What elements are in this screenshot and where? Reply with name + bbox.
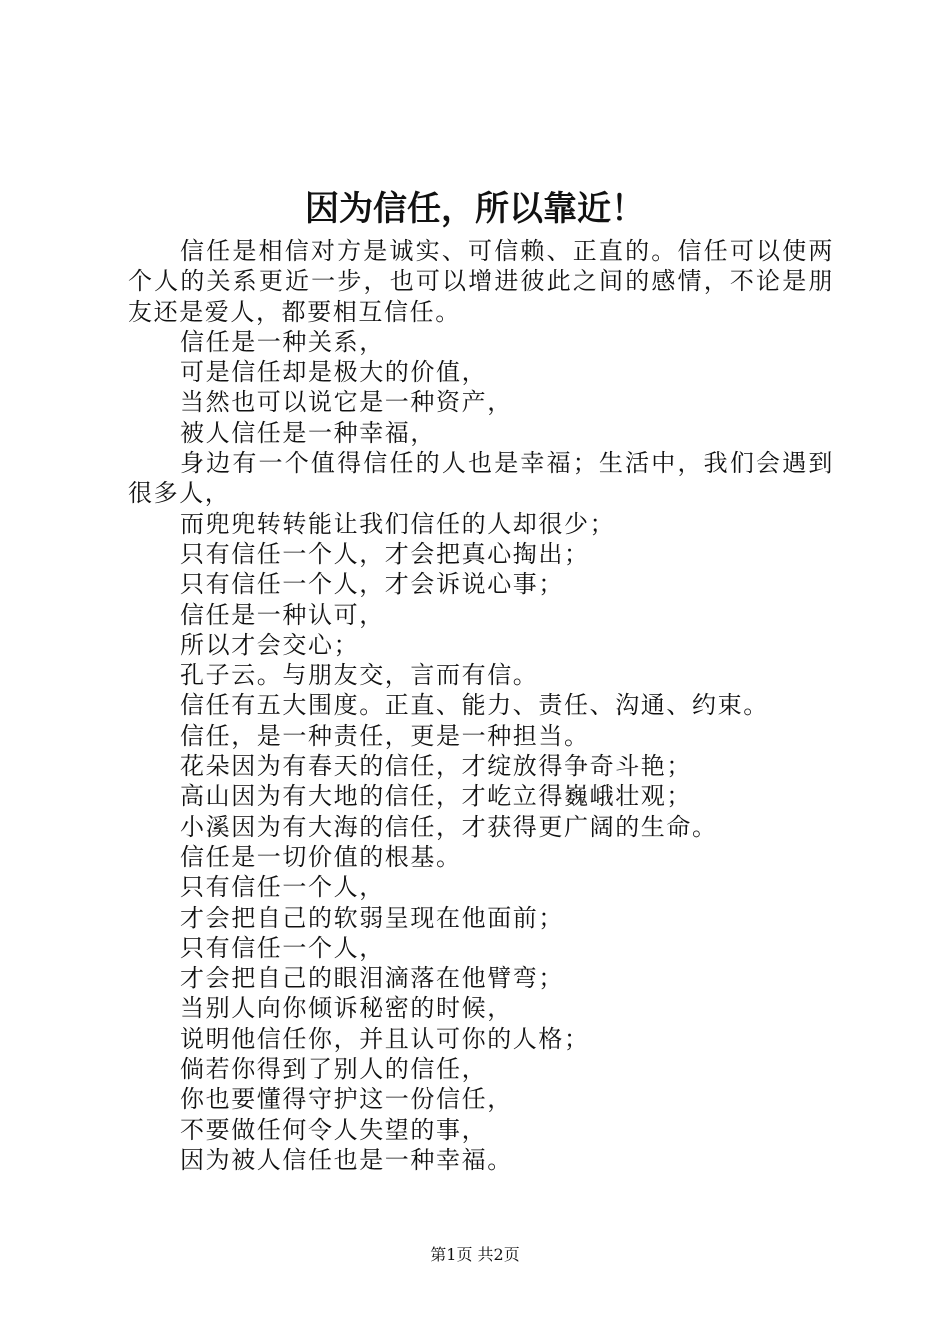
paragraph: 信任，是一种责任，更是一种担当。 xyxy=(180,721,590,750)
paragraph: 信任是相信对方是诚实、可信赖、正直的。信任可以使两个人的关系更近一步，也可以增进彼此之间的感情，不论是朋友还是爱人，都要相互信任。 xyxy=(128,237,834,326)
paragraph: 可是信任却是极大的价值， xyxy=(180,358,488,387)
paragraph: 只有信任一个人， xyxy=(180,873,385,902)
paragraph: 而兜兜转转能让我们信任的人却很少； xyxy=(180,509,616,538)
paragraph: 才会把自己的眼泪滴落在他臂弯； xyxy=(180,964,564,993)
paragraph: 身边有一个值得信任的人也是幸福；生活中，我们会遇到很多人， xyxy=(128,449,834,508)
paragraph: 信任是一种认可， xyxy=(180,600,385,629)
page-footer: 第1页 共2页 xyxy=(430,1245,520,1264)
paragraph: 只有信任一个人，才会诉说心事； xyxy=(180,570,564,599)
paragraph: 倘若你得到了别人的信任， xyxy=(180,1055,488,1084)
page-title: 因为信任，所以靠近！ xyxy=(305,189,645,229)
document-body xyxy=(128,236,834,1175)
paragraph: 高山因为有大地的信任，才屹立得巍峨壮观； xyxy=(180,782,692,811)
paragraph: 因为被人信任也是一种幸福。 xyxy=(180,1145,513,1174)
paragraph: 不要做任何令人失望的事， xyxy=(180,1115,488,1144)
paragraph: 信任是一种关系， xyxy=(180,327,385,356)
paragraph: 你也要懂得守护这一份信任， xyxy=(180,1085,513,1114)
paragraph: 只有信任一个人， xyxy=(180,933,385,962)
paragraph: 小溪因为有大海的信任，才获得更广阔的生命。 xyxy=(180,812,718,841)
paragraph: 花朵因为有春天的信任，才绽放得争奇斗艳； xyxy=(180,752,692,781)
paragraph: 只有信任一个人，才会把真心掏出； xyxy=(180,539,590,568)
paragraph: 说明他信任你，并且认可你的人格； xyxy=(180,1024,590,1053)
paragraph: 孔子云。与朋友交，言而有信。 xyxy=(180,661,539,690)
paragraph: 所以才会交心； xyxy=(180,630,360,659)
paragraph: 信任有五大围度。正直、能力、责任、沟通、约束。 xyxy=(180,691,769,720)
paragraph: 才会把自己的软弱呈现在他面前； xyxy=(180,903,564,932)
paragraph: 当然也可以说它是一种资产， xyxy=(180,388,513,417)
paragraph: 被人信任是一种幸福， xyxy=(180,418,436,447)
paragraph: 信任是一切价值的根基。 xyxy=(180,842,462,871)
paragraph: 当别人向你倾诉秘密的时候， xyxy=(180,994,513,1023)
